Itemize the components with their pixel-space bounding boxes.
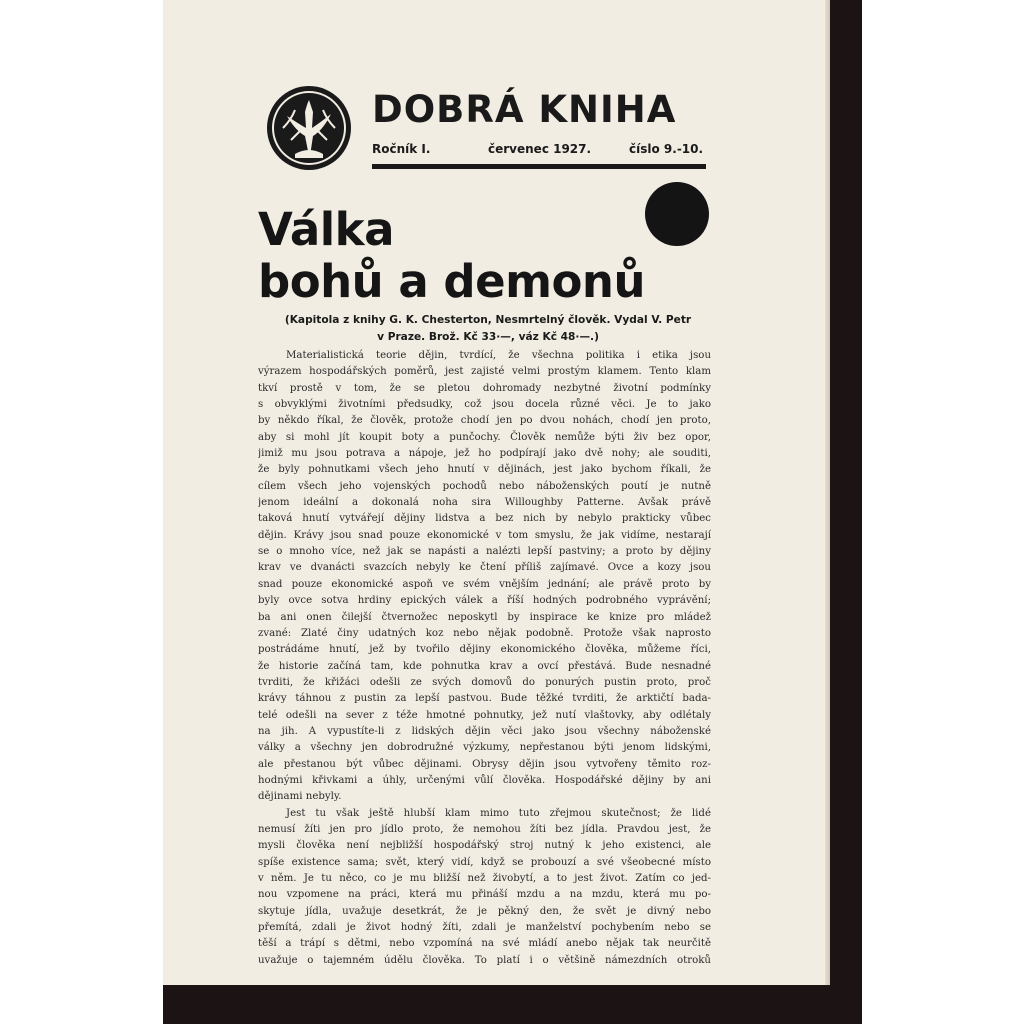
masthead-rule — [372, 164, 706, 169]
body-line: krávy táhnou z pustin za lepší pastvou. Bude těžké tvrditi, že arktičtí bada- — [258, 693, 711, 705]
body-line: nou vzpomene na práci, která mu přináší mzdu a na mzdu, která mu po- — [258, 889, 711, 901]
tree-logo-icon — [265, 84, 353, 172]
masthead-volume: Ročník I. — [372, 142, 431, 156]
body-line: Materialistická teorie dějin, tvrdící, že všechna politika i etika jsou — [286, 350, 711, 361]
body-line: jenom ideální a dokonalá noha sira Willoughby Patterne. Avšak právě — [258, 497, 711, 509]
body-line: snad pouze ekonomické aspoň ve svém vnějším jednání; ale právě proto by — [258, 578, 711, 590]
body-line: tkví prostě v tom, že se pletou dohromady nezbytné životní podmínky — [258, 382, 711, 394]
article-subtitle-line1: (Kapitola z knihy G. K. Chesterton, Nesmrtelný člověk. Vydal V. Petr — [284, 314, 692, 326]
body-line: těší a trápí s dětmi, nebo vzpomíná na své mládí anebo nějak tak neurčitě — [258, 938, 711, 950]
masthead-date: červenec 1927. — [488, 142, 592, 156]
body-line: že byly pohnutkami všech jeho hnutí v dějinách, jest jako bychom říkali, že — [258, 464, 711, 476]
body-line: byly ovce sotva hrdiny epických válek a říší hodných podrobného vyprávění; — [258, 595, 711, 607]
body-line: že historie začíná tam, kde pohnutka krav a ovcí přestává. Bude nesnadné — [258, 660, 711, 672]
body-line: aby si mohl jít koupit boty a punčochy. Člověk nemůže býti živ bez opor, — [258, 431, 711, 443]
body-line: taková hnutí vytvářejí dějiny lidstva a bez nich by nebylo prakticky vůbec — [258, 513, 711, 525]
body-line: spíše existence sama; svět, který vidí, když se probouzí a své všeobecné místo — [258, 856, 711, 868]
body-line: zvané: Zlaté činy udatných koz nebo nějak podobně. Protože však naprosto — [258, 627, 711, 639]
body-line: jimiž mu jsou potrava a nápoje, jež ho podpírají jako dvě nohy; ale souditi, — [258, 448, 711, 460]
body-line: uvažuje o tajemném údělu člověka. To platí i o většině námezdních otroků — [258, 954, 711, 966]
page-edge — [825, 0, 830, 985]
body-line: dějin. Krávy jsou snad pouze ekonomické v tom smyslu, že jak vidíme, nestarají — [258, 529, 711, 541]
article-subtitle-line2: v Praze. Brož. Kč 33·—, váz Kč 48·—.) — [377, 331, 599, 343]
body-line: Jest tu však ještě hlubší klam mimo tuto zřejmou skutečnost; že lidé — [286, 807, 711, 819]
body-line: se o mnoho více, než jak se napásti a nalézti lepší pastviny; a proto by dějiny — [258, 546, 711, 558]
body-line: ale přestanou být vůbec dějinami. Obrysy dějin jsou vytvořeny těmito roz- — [258, 758, 711, 770]
body-line: nemusí žíti jen pro jídlo proto, že nemohou žíti bez jídla. Pravdou jest, že — [258, 823, 711, 835]
body-line: skytuje jídla, uvažuje desetkrát, že je pěkný den, že svět je divný nebo — [258, 905, 711, 917]
body-line: ba ani onen čilejší čtvernožec neposkytl by inspirace ke knize pro mládež — [258, 611, 711, 623]
body-line: krav ve dvanácti svazcích nebyly ke čtení příliš zajímavé. Ovce a kozy jsou — [258, 562, 711, 574]
body-line: cílem všech jeho vojenských pochodů nebo náboženských poutí je nutně — [258, 480, 711, 492]
article-subtitle — [258, 312, 718, 346]
body-line: přemítá, zdali je život hodný žíti, zdali je manželství pochybením nebo se — [258, 922, 711, 934]
body-line: výrazem hospodářských poměrů, jest zajisté velmi prostým klamem. Tento klam — [258, 366, 711, 378]
article-body — [258, 348, 711, 969]
body-line: postrádáme hnutí, jež by tvořilo dějiny ekonomického člověka, můžeme říci, — [258, 644, 711, 656]
body-line: tvrditi, že křižáci odešli ze svých domovů do ponurých pustin proto, proč — [258, 676, 711, 688]
body-line: dějinami nebyly. — [258, 791, 342, 803]
body-line: telé odešli na sever z téže hmotné pohnutky, jež nutí vlaštovky, aby odlétaly — [258, 709, 711, 721]
masthead-title: DOBRÁ KNIHA — [372, 88, 677, 131]
body-line: války a všechny jen dobrodružné výzkumy, nepřestanou býti jenom lidskými, — [258, 742, 711, 754]
masthead-issue: číslo 9.-10. — [629, 142, 704, 156]
body-line: s obvyklými životními předsudky, což jsou docela různé věci. Je to jako — [258, 399, 711, 411]
body-line: mysli člověka není nejbližší hospodářský stroj nutný k jeho existenci, ale — [258, 840, 711, 852]
body-line: v něm. Je tu něco, co je mu bližší než živobytí, a to jest život. Zatím co jed- — [258, 873, 711, 884]
article-title-line1: Válka — [258, 203, 394, 256]
body-line: hodnými křivkami a úhly, určenými vůlí člověka. Hospodářské dějiny by ani — [258, 774, 711, 786]
body-line: na jih. A vypustíte-li z lidských dějin věci jako jsou všechny náboženské — [258, 725, 711, 737]
article-title-line2: bohů a demonů — [258, 255, 646, 308]
body-line: by někdo říkal, že člověk, protože chodí jen po dvou nohách, chodí jen proto, — [258, 415, 711, 427]
